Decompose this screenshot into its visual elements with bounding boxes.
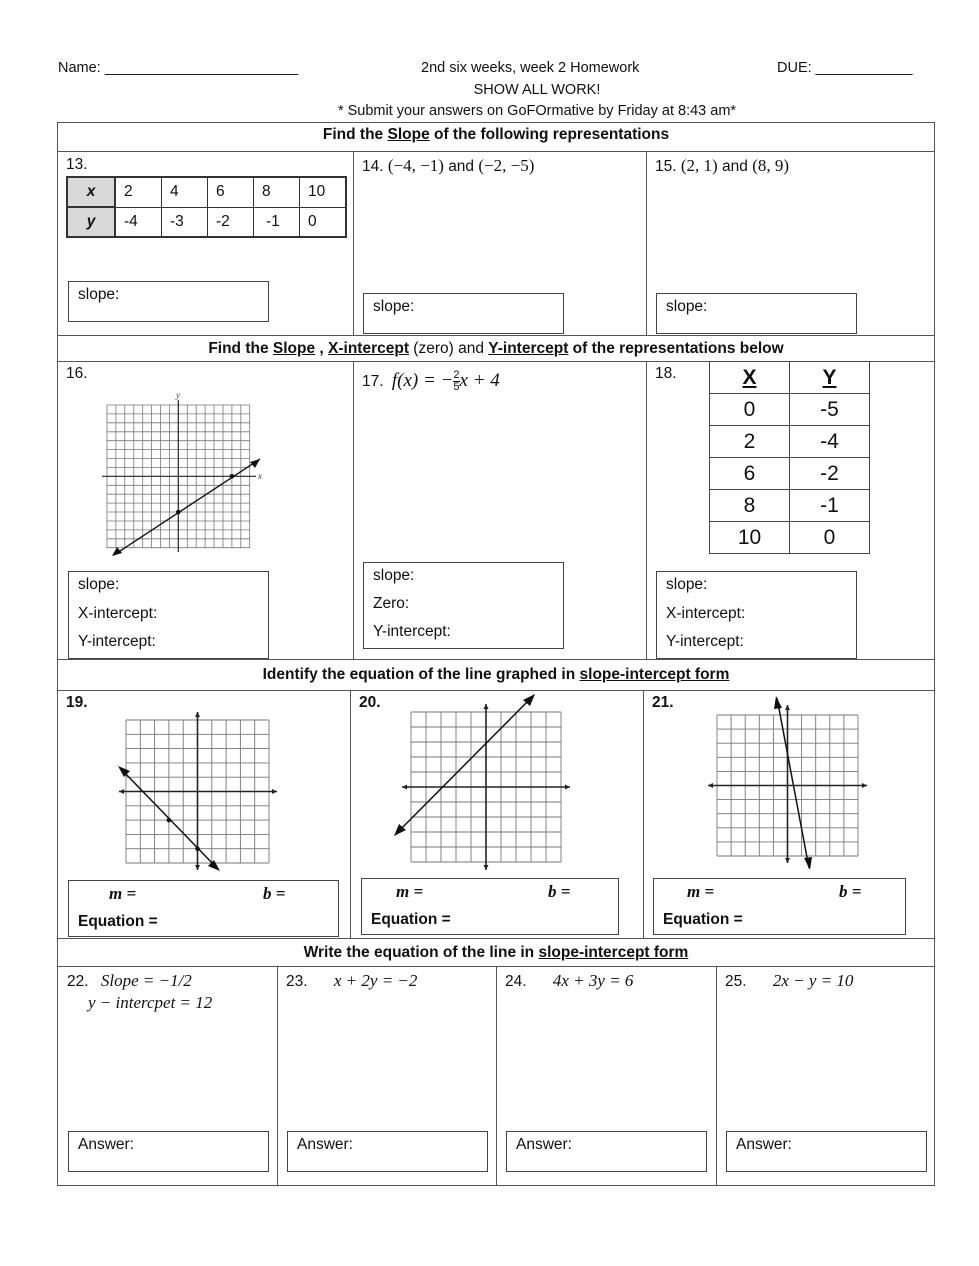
table-cell: -4 <box>790 426 870 458</box>
page-title: 2nd six weeks, week 2 Homework <box>421 60 640 76</box>
question-24: 24. 4x + 3y = 6 <box>505 971 634 990</box>
m-label: m = <box>109 884 137 903</box>
zero-label: Zero: <box>373 595 410 612</box>
table-header-x: X <box>710 362 790 394</box>
answer-box-15[interactable] <box>656 293 857 334</box>
slope-label: slope: <box>666 298 708 315</box>
b-label: b = <box>263 884 286 903</box>
section-title-write-equation: Write the equation of the line in slope-intercept form <box>303 944 689 961</box>
question-15: 15. (2, 1) and (8, 9) <box>655 156 790 175</box>
coordinate-graph-16 <box>100 388 270 560</box>
x-axis-label: x <box>258 471 262 481</box>
y-intercept-label: Y-intercept: <box>666 633 744 650</box>
question-14: 14. (−4, −1) and (−2, −5) <box>362 156 535 175</box>
submit-instructions: * Submit your answers on GoFOrmative by Friday at 8:43 am* <box>337 103 737 119</box>
xy-table-18 <box>709 361 870 554</box>
table-cell: -1 <box>254 207 300 237</box>
x-intercept-label: X-intercept: <box>666 605 746 622</box>
answer-box-14[interactable] <box>363 293 564 334</box>
y-intercept-label: Y-intercept: <box>78 633 156 650</box>
equation-box-21[interactable] <box>653 878 906 935</box>
table-cell: -2 <box>208 207 254 237</box>
y-axis-label: y <box>176 390 180 400</box>
y-intercept-label: Y-intercept: <box>373 623 451 640</box>
question-number-21: 21. <box>652 694 674 711</box>
divider <box>646 151 647 335</box>
slope-label: slope: <box>666 576 708 593</box>
name-field-label: Name: ________________________ <box>58 60 299 76</box>
equation-box-20[interactable] <box>361 878 619 935</box>
section-title-slope: Find the Slope of the following representations <box>322 126 670 143</box>
section-title-identify-equation: Identify the equation of the line graphed in slope-intercept form <box>262 666 730 683</box>
x-intercept-label: X-intercept: <box>78 605 158 622</box>
table-header-y: Y <box>790 362 870 394</box>
divider <box>353 361 354 659</box>
divider <box>57 659 935 660</box>
table-cell: 4 <box>162 177 208 207</box>
slope-label: slope: <box>78 286 120 303</box>
answer-box-24[interactable] <box>506 1131 707 1172</box>
table-cell: 2 <box>710 426 790 458</box>
coordinate-graph-19 <box>110 705 290 875</box>
m-label: m = <box>687 882 715 901</box>
table-cell: -4 <box>115 207 162 237</box>
slope-label: slope: <box>373 298 415 315</box>
table-cell: 0 <box>710 394 790 426</box>
divider <box>57 690 935 691</box>
table-cell: 10 <box>300 177 347 207</box>
answer-box-13[interactable] <box>68 281 269 322</box>
question-number-20: 20. <box>359 694 381 711</box>
question-22-line2: y − intercpet = 12 <box>88 993 213 1012</box>
divider <box>57 151 935 152</box>
section-title-intercepts: Find the Slope , X-intercept (zero) and Y-intercept of the representations below <box>208 340 784 357</box>
table-cell: 0 <box>300 207 347 237</box>
divider <box>350 690 351 938</box>
equation-label: Equation = <box>371 911 451 928</box>
table-cell: -5 <box>790 394 870 426</box>
answer-box-16[interactable] <box>68 571 269 659</box>
coordinate-graph-20 <box>390 692 580 872</box>
question-number-18: 18. <box>655 365 677 382</box>
b-label: b = <box>548 882 571 901</box>
table-cell: 8 <box>710 490 790 522</box>
xy-table-13 <box>66 176 347 238</box>
show-work-note: SHOW ALL WORK! <box>473 82 601 98</box>
divider <box>277 966 278 1186</box>
answer-label: Answer: <box>78 1136 134 1153</box>
question-23: 23. x + 2y = −2 <box>286 971 418 990</box>
slope-label: slope: <box>373 567 415 584</box>
divider <box>353 151 354 335</box>
question-25: 25. 2x − y = 10 <box>725 971 854 990</box>
answer-label: Answer: <box>297 1136 353 1153</box>
m-label: m = <box>396 882 424 901</box>
equation-label: Equation = <box>663 911 743 928</box>
divider <box>643 690 644 938</box>
question-22: 22. Slope = −1/2 <box>67 971 192 990</box>
divider <box>716 966 717 1186</box>
divider <box>57 335 935 336</box>
table-cell: -2 <box>790 458 870 490</box>
table-header-y: y <box>67 207 115 237</box>
answer-label: Answer: <box>516 1136 572 1153</box>
table-cell: 0 <box>790 522 870 554</box>
table-cell: 6 <box>710 458 790 490</box>
answer-box-17[interactable] <box>363 562 564 649</box>
coordinate-graph-21 <box>705 693 875 873</box>
answer-box-18[interactable] <box>656 571 857 659</box>
divider <box>646 361 647 659</box>
table-header-x: x <box>67 177 115 207</box>
table-cell: 8 <box>254 177 300 207</box>
question-number-13: 13. <box>66 156 88 173</box>
equation-box-19[interactable] <box>68 880 339 937</box>
due-field-label: DUE: ____________ <box>777 60 913 76</box>
divider <box>57 938 935 939</box>
slope-label: slope: <box>78 576 120 593</box>
table-cell: -3 <box>162 207 208 237</box>
answer-box-23[interactable] <box>287 1131 488 1172</box>
answer-box-25[interactable] <box>726 1131 927 1172</box>
table-cell: -1 <box>790 490 870 522</box>
table-cell: 2 <box>115 177 162 207</box>
table-cell: 10 <box>710 522 790 554</box>
question-17: 17. f(x) = − $\frac{2}{5}$ x + 4 <box>362 369 500 394</box>
divider <box>496 966 497 1186</box>
equation-label: Equation = <box>78 913 158 930</box>
b-label: b = <box>839 882 862 901</box>
question-number-16: 16. <box>66 365 88 382</box>
table-cell: 6 <box>208 177 254 207</box>
answer-label: Answer: <box>736 1136 792 1153</box>
question-number-19: 19. <box>66 694 88 711</box>
answer-box-22[interactable] <box>68 1131 269 1172</box>
